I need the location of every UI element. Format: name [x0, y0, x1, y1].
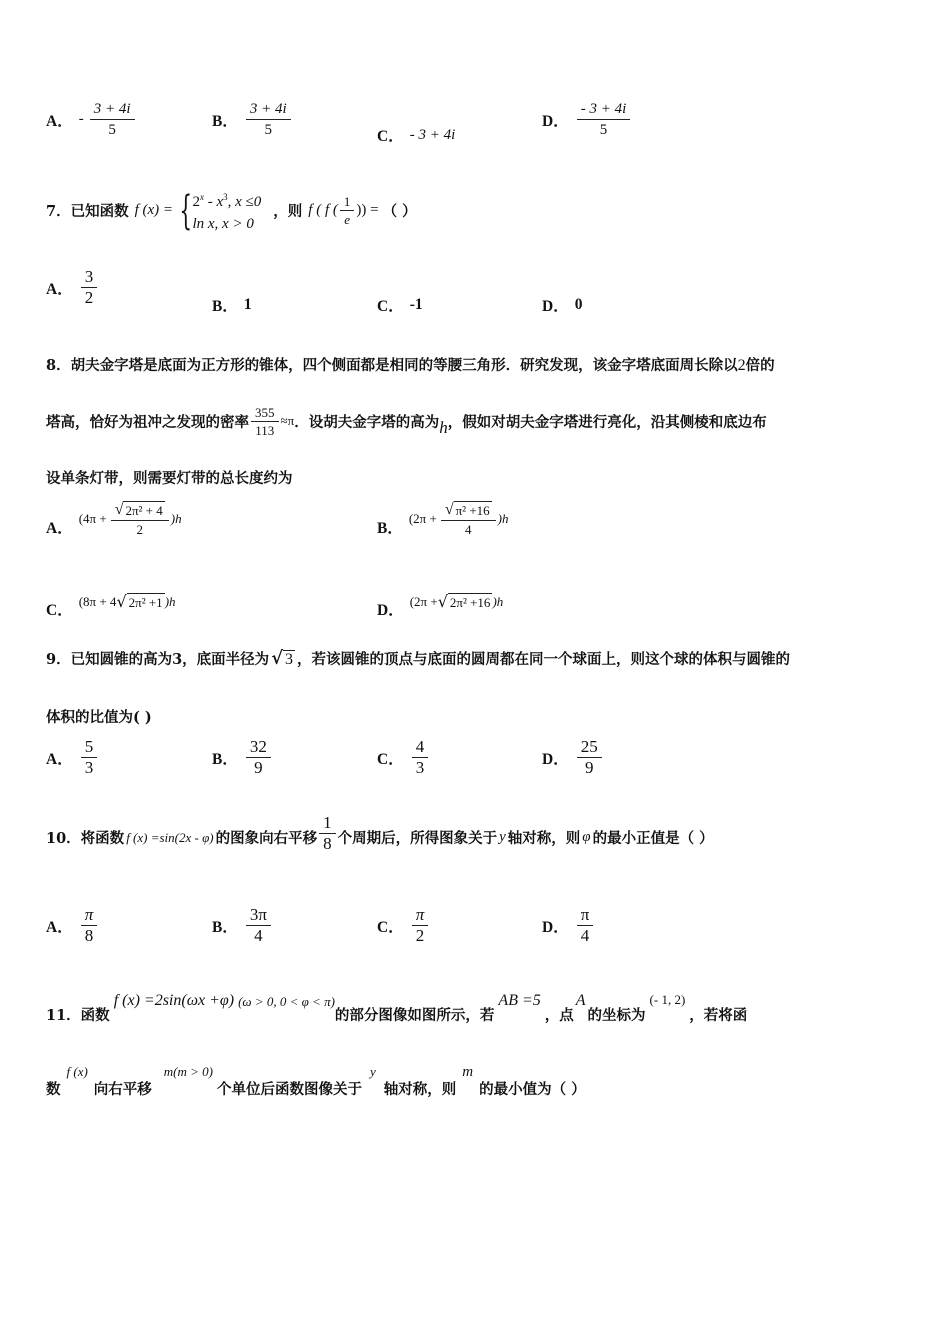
m-var: m — [462, 1064, 474, 1080]
q11-text: ，点 — [544, 1007, 574, 1024]
expression-end: )h — [497, 511, 509, 526]
q8-line-1 — [46, 354, 775, 375]
option-label: A． — [46, 520, 73, 537]
option-label: C． — [46, 602, 73, 619]
option-label: B． — [377, 520, 403, 537]
q8-text: ，假如对胡夫金字塔进行亮化，沿其侧棱和底边布 — [447, 413, 767, 431]
piecewise-function — [173, 186, 261, 235]
q11-line-1 — [46, 992, 747, 1025]
square-root: √ 3 — [271, 647, 294, 669]
option-text: -1 — [409, 296, 423, 313]
expression: (2π + — [409, 594, 438, 609]
q10-text: 10．将函数 — [46, 830, 125, 847]
case-2: ln x, x > 0 — [192, 216, 254, 232]
expression-end: )h — [170, 511, 182, 526]
q7-option-c[interactable] — [377, 294, 429, 316]
q8-option-d[interactable] — [377, 584, 503, 620]
q9-option-a[interactable] — [46, 738, 99, 777]
q7-stem — [46, 186, 417, 235]
q9-option-b[interactable] — [212, 738, 273, 777]
q8-line-2 — [46, 404, 767, 438]
q7-composite: f ( f ( — [308, 202, 338, 218]
q11-text: 的坐标为 — [587, 1007, 646, 1024]
q7-option-d[interactable] — [542, 294, 588, 316]
q10-function: f (x) =sin(2x - φ) — [126, 829, 214, 845]
q11-text: 个单位后函数图像关于 — [217, 1081, 363, 1098]
q7-blank: （ ） — [382, 203, 417, 220]
fraction: $\frac{\pi}{4}$ — [577, 906, 594, 945]
option-label: C． — [377, 128, 404, 145]
expression: (8π + 4 — [78, 594, 117, 609]
q11-coordinate: (- 1, 2) — [649, 992, 686, 1007]
square-root: √ 2π² +16 — [437, 592, 491, 611]
option-label: C． — [377, 750, 404, 768]
option-label: B． — [212, 750, 238, 768]
fraction: $\frac{32}{9}$ — [246, 738, 271, 777]
fraction: $\frac{3 + 4i}{5}$ — [246, 100, 291, 139]
q6-option-b[interactable] — [212, 100, 293, 139]
q7-composite-end: )) = — [356, 202, 379, 218]
q10-text: 的图象向右平移 — [215, 830, 318, 847]
q7-prefix: 7．已知函数 — [46, 203, 129, 220]
option-label: B． — [212, 298, 238, 315]
q10-text: 个周期后，所得图象关于 — [337, 830, 498, 847]
q9-line-1 — [46, 648, 790, 669]
y-var: y — [499, 829, 506, 845]
left-brace: { — [179, 187, 193, 234]
q6-option-c[interactable] — [377, 124, 455, 146]
expression-end: )h — [492, 594, 504, 609]
fraction: $\frac{- 3 + 4i}{5}$ — [577, 100, 631, 139]
fraction: √ π² +16 4 — [441, 501, 496, 537]
expression: (4π + — [78, 511, 107, 526]
option-label: B． — [212, 918, 238, 936]
option-label: A． — [46, 750, 73, 768]
approx: ≈π — [280, 413, 295, 428]
q8-line-3: 设单条灯带，则需要灯带的总长度约为 — [46, 470, 293, 487]
q10-option-b[interactable] — [212, 906, 273, 945]
option-label: A． — [46, 112, 73, 130]
q8-option-a[interactable] — [46, 500, 182, 538]
case-1: $2^x - x^3$, x ≤0 — [192, 192, 262, 210]
q6-option-d[interactable] — [542, 100, 632, 139]
q8-number: 2 — [737, 357, 746, 374]
y-var: y — [370, 1064, 376, 1079]
fraction: √ 2π² + 4 2 — [111, 501, 169, 537]
q11-condition: (ω > 0, 0 < φ < π) — [238, 994, 335, 1009]
q11-text: 向右平移 — [93, 1081, 152, 1098]
fraction: $\frac{1}{e}$ — [340, 194, 355, 227]
q9-option-d[interactable] — [542, 738, 604, 777]
q11-function: f (x) =2sin(ωx +φ) — [113, 992, 235, 1009]
fraction: $\frac{3 + 4i}{5}$ — [90, 100, 135, 139]
option-label: D． — [542, 298, 569, 315]
q8-text: ．设胡夫金字塔的高为 — [294, 413, 440, 431]
option-label: C． — [377, 298, 404, 315]
fraction: $\frac{1}{8}$ — [319, 814, 336, 853]
q6-option-a[interactable] — [46, 100, 137, 139]
expression-end: )h — [164, 594, 176, 609]
fraction: $\frac{\pi}{8}$ — [81, 906, 98, 945]
q9-option-c[interactable] — [377, 738, 430, 777]
q11-text: 轴对称，则 — [383, 1081, 457, 1098]
q11-shift: m(m > 0) — [163, 1064, 214, 1079]
q11-text: ，若将函 — [689, 1007, 748, 1024]
q8-option-b[interactable] — [377, 500, 509, 538]
q9-text: 9．已知圆锥的高为3，底面半径为 — [46, 651, 270, 668]
q9-text: ，若该圆锥的顶点与底面的圆周都在同一个球面上，则这个球的体积与圆锥的 — [297, 651, 791, 668]
q10-option-c[interactable] — [377, 906, 430, 945]
fraction: $\frac{25}{9}$ — [577, 738, 602, 777]
option-text: 1 — [243, 296, 252, 313]
expression: - 3 + 4i — [409, 126, 456, 143]
q8-text: 塔高，恰好为祖冲之发现的密率 — [46, 413, 249, 431]
option-label: A． — [46, 280, 73, 298]
fraction: $\frac{4}{3}$ — [412, 738, 429, 777]
option-label: D． — [542, 750, 569, 768]
q11-text: 数 — [46, 1081, 61, 1098]
q11-text: 11．函数 — [46, 1007, 110, 1024]
q10-option-d[interactable] — [542, 906, 595, 945]
option-label: A． — [46, 918, 73, 936]
q7-option-a[interactable] — [46, 268, 99, 307]
minus-sign: - — [78, 111, 84, 127]
square-root: √ 2π² +1 — [116, 592, 163, 611]
q10-text: 轴对称，则 — [507, 830, 581, 847]
point-a: A — [575, 992, 586, 1009]
phi-var: φ — [582, 829, 591, 845]
expression: (2π + — [408, 511, 437, 526]
q8-text-end: 倍的 — [745, 357, 775, 374]
q11-text: 的最小值为（ ） — [479, 1081, 586, 1098]
q9-line-2: 体积的比值为( ) — [46, 709, 152, 726]
height-var: h — [439, 418, 448, 437]
option-label: D． — [377, 602, 404, 619]
fraction: $\frac{\pi}{2}$ — [412, 906, 429, 945]
q11-ab: AB =5 — [498, 992, 541, 1009]
q8-option-c[interactable] — [46, 584, 176, 620]
q10-text: 的最小正值是（ ） — [592, 830, 714, 847]
q7-mid-text: ，则 — [273, 203, 303, 220]
fraction: $\frac{3\pi}{4}$ — [246, 906, 271, 945]
q11-text: 的部分图像如图所示，若 — [334, 1007, 495, 1024]
q7-function-name: f (x) = — [134, 202, 174, 218]
fraction: $\frac{3}{2}$ — [81, 268, 98, 307]
option-text: 0 — [574, 296, 583, 313]
option-label: D． — [542, 918, 569, 936]
q10-stem — [46, 813, 714, 853]
option-label: C． — [377, 918, 404, 936]
fraction: $\frac{5}{3}$ — [81, 738, 98, 777]
option-label: B． — [212, 112, 238, 130]
fraction: $\frac{355}{113}$ — [251, 405, 279, 438]
q7-option-b[interactable] — [212, 294, 258, 316]
q10-option-a[interactable] — [46, 906, 99, 945]
q11-line-2 — [46, 1064, 586, 1099]
option-label: D． — [542, 112, 569, 130]
q11-function: f (x) — [66, 1064, 88, 1079]
q8-text: 8．胡夫金字塔是底面为正方形的锥体，四个侧面都是相同的等腰三角形．研究发现，该金字塔底面周长除以 — [46, 357, 738, 374]
